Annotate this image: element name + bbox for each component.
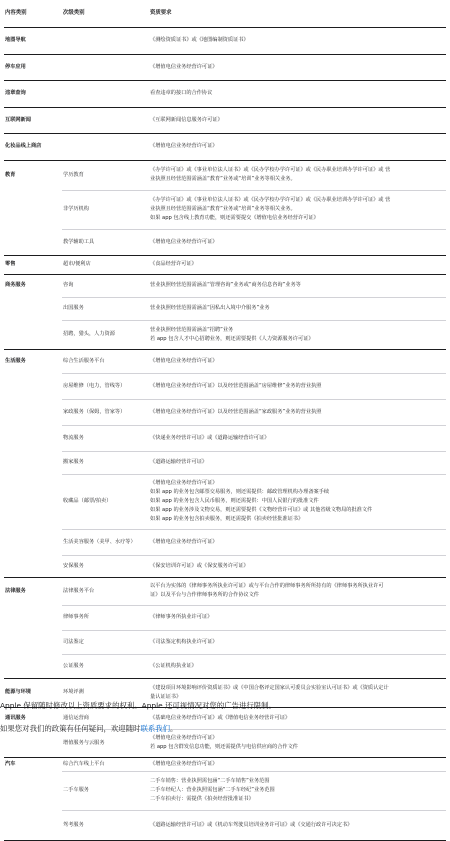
requirement-line: 《司法鉴定机构执业许可证》 — [150, 638, 218, 645]
requirement-line: 《建设项目环境影响评价资质证书》或《中国合格评定国家认可委员会实验室认可证书》或《资质认定计 — [150, 684, 389, 691]
category-cell: 违章查询 — [4, 80, 62, 107]
subcategory-cell: 招聘，猎头，人力资源 — [62, 320, 149, 349]
table-row — [4, 80, 446, 107]
requirement-line: 营业执照经营范围需涵盖“管理咨询”业务或“商务信息咨询”业务等 — [150, 282, 301, 288]
category-cell — [4, 630, 62, 654]
subcategory-cell — [62, 80, 149, 107]
category-cell: 生活服务 — [5, 357, 26, 364]
subcategory-cell: 安保服务 — [62, 555, 149, 577]
requirement-line: 二手车经纪人：营业执照需包涵“二手车经纪”业务范围 — [150, 787, 275, 793]
category-cell: 零售 — [4, 255, 62, 274]
table-row — [4, 54, 446, 80]
category-cell — [4, 605, 62, 630]
requirement-line: 《互联网新闻信息服务许可证》 — [150, 116, 223, 123]
requirement-cell — [149, 160, 446, 190]
footer-contact — [0, 724, 450, 734]
requirement-line: 《公证机构执业证》 — [150, 662, 197, 669]
table-row — [4, 255, 446, 274]
category-cell: 汽车 — [5, 760, 16, 767]
requirement-line: 《增值电信业务经营许可证》 — [150, 760, 218, 767]
category-cell — [4, 373, 62, 399]
category-cell: 教育 — [5, 171, 16, 178]
table-row — [4, 654, 446, 678]
subcategory-cell: 综合生活服务平台 — [62, 349, 149, 373]
subcategory-cell: 教学辅助工具 — [62, 229, 149, 255]
category-cell: 通讯服务 — [5, 714, 26, 721]
table-row — [4, 399, 446, 425]
subcategory-cell: 律师事务所 — [62, 605, 149, 630]
category-cell — [4, 810, 62, 840]
table-row — [4, 425, 446, 451]
table-row — [4, 373, 446, 399]
requirement-cell — [149, 529, 446, 555]
table-row — [4, 577, 446, 605]
category-cell — [4, 297, 62, 320]
subcategory-cell: 学历教育 — [62, 160, 149, 190]
requirement-line: 如果 app 的业务包含人民币服务，则还需提供：中国人民银行的批准文件 — [150, 498, 319, 504]
requirement-cell — [149, 771, 446, 810]
subcategory-cell: 二手车服务 — [62, 771, 149, 810]
requirement-line: 《律师事务所执业许可证》 — [150, 614, 213, 620]
table-row — [4, 27, 446, 54]
requirement-line: 若 app 包含群发信息功能，则还需提供与电信供应商的合作文件 — [150, 744, 298, 750]
table-row — [4, 810, 446, 840]
requirement-line: 二手车销售：营业执照需包涵“二手车销售”业务范围 — [150, 778, 270, 784]
category-cell: 停车应用 — [4, 54, 62, 80]
subcategory-cell: 房屋维修（电力，管线等） — [62, 373, 149, 399]
requirement-cell — [149, 133, 446, 160]
requirement-cell — [149, 297, 446, 320]
requirement-line: 业执照且经营范围需涵盖“教育”业务或“培训”业务等相关业务。 — [150, 176, 296, 182]
requirement-line: 若 app 包含人才中心招聘业务，则还需要提供《人力资源服务许可证》 — [150, 335, 314, 342]
table-row — [4, 757, 446, 771]
subcategory-cell: 法律服务平台 — [62, 577, 149, 605]
footer-contact-text: 如果您对我们的政策有任何疑问，欢迎随时 — [0, 724, 141, 733]
category-cell: 法律服务 — [5, 587, 26, 594]
footer-period: 。 — [170, 724, 178, 733]
requirement-line: 业执照且经营范围需涵盖“教育”业务或“培训”业务等相关业务。 — [150, 206, 296, 212]
requirement-cell — [149, 373, 446, 399]
category-cell: 互联网新闻 — [4, 107, 62, 133]
requirement-cell — [149, 605, 446, 630]
requirement-line: 如果 app 包含线上教育功能，则还需要提交《增值电信业务经营许可证》 — [150, 215, 319, 221]
requirement-line: 《快递业务经营许可证》或《道路运输经营许可证》 — [150, 434, 270, 441]
requirement-line: 《增值电信业务经营许可证》以及经营范围涵盖“房屋维修”业务的营业执照 — [150, 382, 322, 389]
requirement-cell — [149, 630, 446, 654]
category-cell — [4, 771, 62, 810]
table-row — [4, 160, 446, 190]
category-cell: 地图导航 — [4, 27, 62, 54]
requirement-cell — [149, 474, 446, 529]
table-row — [4, 630, 446, 654]
requirement-line: 如果 app 的业务涉及文物交易，则还需要提供《文物经营许可证》或 其他省级文物局的批准文件 — [150, 507, 373, 513]
header-content-category: 内容类别 — [4, 1, 62, 27]
requirement-cell — [149, 27, 446, 54]
requirement-cell — [149, 757, 446, 771]
table-row — [4, 297, 446, 320]
category-cell — [4, 529, 62, 555]
requirement-line: 《办学许可证》或《事业单位法人证书》或《民办学校办学许可证》或《民办职业培训办学许可证》或 营 — [150, 197, 391, 203]
table-row — [4, 274, 446, 297]
subcategory-cell: 通信运营商 — [62, 707, 149, 729]
subcategory-cell: 综合汽车线上平台 — [62, 757, 149, 771]
requirement-line: 《增值电信业务经营许可证》 — [150, 143, 218, 149]
category-cell — [4, 399, 62, 425]
requirement-line: 《增值电信业务经营许可证》 — [150, 238, 218, 245]
table-row — [4, 474, 446, 529]
category-cell — [4, 654, 62, 678]
table-row — [4, 349, 446, 373]
requirement-line: 《道路运输经营许可证》 — [150, 459, 208, 465]
requirement-line: 《办学许可证》或《事业单位法人证书》或《民办学校办学许可证》或《民办职业培训办学许可证》或 营 — [150, 167, 391, 173]
header-subcategory: 次级类别 — [62, 1, 149, 27]
header-requirements: 资质要求 — [149, 1, 446, 27]
requirement-line: 《道路运输经营许可证》或《机动车驾驶员培训业务许可证》或《交通行政许可决定书》 — [150, 821, 353, 828]
table-row — [4, 190, 446, 229]
requirement-line: 《保安培训许可证》或《保安服务许可证》 — [150, 562, 249, 569]
requirement-line: 《增值电信业务经营许可证》 — [150, 480, 218, 486]
requirement-cell — [149, 229, 446, 255]
category-cell: 商务服务 — [5, 282, 26, 289]
subcategory-cell — [62, 27, 149, 54]
requirement-line: 看查违章的接口的合作协议 — [150, 90, 213, 96]
subcategory-cell: 非学历机构 — [62, 190, 149, 229]
subcategory-cell: 搬家服务 — [62, 451, 149, 474]
category-cell — [4, 229, 62, 255]
subcategory-cell — [62, 133, 149, 160]
category-cell — [4, 425, 62, 451]
requirement-cell — [149, 320, 446, 349]
table-row — [4, 320, 446, 349]
requirement-line: 证》以及平台与合作律师事务所的合作协议文件 — [150, 592, 259, 598]
requirement-line: 量认证证书》 — [150, 693, 182, 700]
requirement-line: 《增值电信业务经营许可证》 — [150, 63, 218, 70]
requirement-line: 营业执照经营范围需涵盖“招聘”业务 — [150, 326, 234, 333]
requirement-line: 《增值电信业务经营许可证》 — [150, 735, 218, 741]
requirement-cell — [149, 54, 446, 80]
subcategory-cell: 收藏品（邮票/拍卖） — [62, 474, 149, 529]
requirement-line: 营业执照经营范围需涵盖“因私出入境中介服务”业务 — [150, 305, 270, 311]
requirement-cell — [149, 654, 446, 678]
table-header-row — [4, 1, 446, 27]
category-cell — [4, 555, 62, 577]
category-cell — [4, 190, 62, 229]
requirement-cell — [149, 80, 446, 107]
table-row — [4, 229, 446, 255]
subcategory-cell — [62, 107, 149, 133]
requirement-cell — [149, 451, 446, 474]
category-cell — [4, 320, 62, 349]
subcategory-cell: 环境评测 — [62, 678, 149, 707]
requirement-line: 《增值电信业务经营许可证》 — [150, 538, 218, 545]
category-cell: 能源与环境 — [4, 678, 62, 707]
contact-us-link[interactable]: 联系我们 — [140, 724, 171, 733]
table-row — [4, 771, 446, 810]
category-cell — [4, 474, 62, 529]
subcategory-cell: 生活美容服务（美甲、水疗等） — [62, 529, 149, 555]
subcategory-cell: 司法鉴定 — [62, 630, 149, 654]
subcategory-cell: 超市/便利店 — [62, 255, 149, 274]
category-cell: 化妆品线上商店 — [4, 133, 62, 160]
requirement-cell — [149, 425, 446, 451]
requirement-cell — [149, 190, 446, 229]
requirement-cell — [149, 555, 446, 577]
table-row — [4, 605, 446, 630]
requirement-line: 以平台为实体的《律师事务所执业许可证》或与平台合作的律师事务所所持有的《律师事务所执业许可 — [150, 583, 384, 589]
subcategory-cell: 公证服务 — [62, 654, 149, 678]
subcategory-cell: 出国服务 — [62, 297, 149, 320]
table-row — [4, 555, 446, 577]
requirement-line: 二手车拍卖行：需提供《拍卖经营批准证书》 — [150, 796, 254, 802]
requirement-cell — [149, 810, 446, 840]
requirement-cell — [149, 577, 446, 605]
requirement-line: 《增值电信业务经营许可证》 — [150, 357, 218, 364]
table-row — [4, 451, 446, 474]
table-row — [4, 529, 446, 555]
subcategory-cell: 驾考服务 — [62, 810, 149, 840]
subcategory-cell: 物流服务 — [62, 425, 149, 451]
requirement-line: 《增值电信业务经营许可证》以及经营范围涵盖“家政服务”业务的营业执照 — [150, 408, 322, 415]
requirement-line: 如果 app 的业务包含拍卖服务，则还需提供《拍卖经营批准证书》 — [150, 516, 304, 522]
requirement-line: 《食品经营许可证》 — [150, 261, 197, 267]
requirement-cell — [149, 399, 446, 425]
subcategory-cell: 家政服务（保姆，管家等） — [62, 399, 149, 425]
category-cell — [4, 451, 62, 474]
requirement-line: 《测绘资质证书》或《地图编制资质证书》 — [150, 37, 249, 43]
qualification-table — [4, 1, 446, 841]
requirement-line: 如果 app 的业务包含邮票交易服务，则还需提供：邮政管理机构办理备案手续 — [150, 489, 330, 495]
subcategory-cell: 咨询 — [62, 274, 149, 297]
requirement-cell — [149, 274, 446, 297]
table-row — [4, 107, 446, 133]
requirement-cell — [149, 107, 446, 133]
requirement-cell — [149, 349, 446, 373]
requirement-cell — [149, 255, 446, 274]
subcategory-cell: 增值服务与云服务 — [62, 729, 149, 757]
table-row — [4, 133, 446, 160]
footer-disclaimer: Apple 保留随时修改以上资质要求的权利。Apple 还可视情况对您的广告进行限制。 — [0, 701, 276, 710]
requirement-line: 《基础电信业务经营许可证》或《增值电信业务经营许可证》 — [150, 714, 291, 721]
subcategory-cell — [62, 54, 149, 80]
